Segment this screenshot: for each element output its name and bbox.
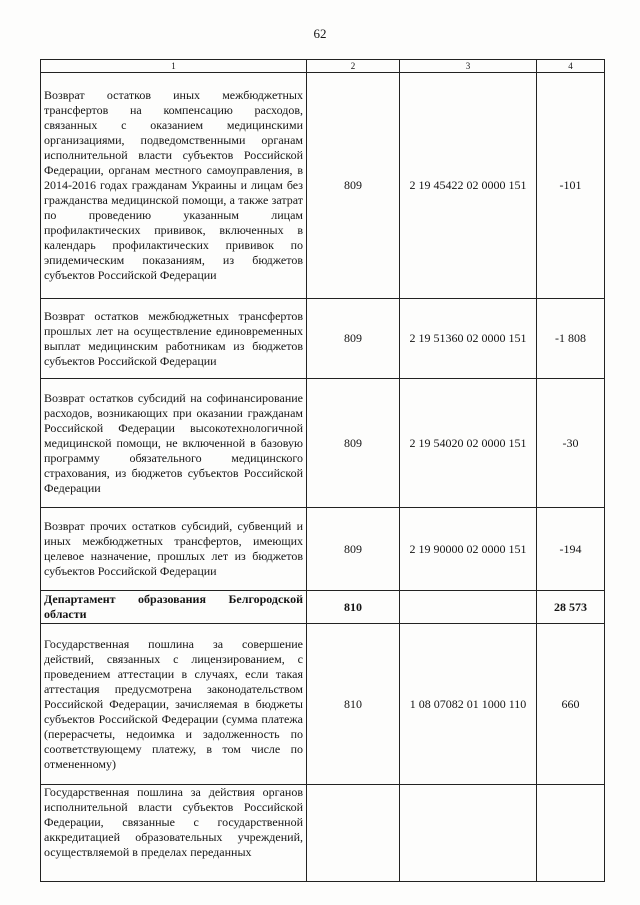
row-admin-code: 809	[307, 508, 400, 591]
column-header-4: 4	[537, 60, 605, 73]
row-description: Возврат остатков межбюджетных трансфертов прошлых лет на осуществление единовременных выплат медицинским работникам из бюджетов субъектов Российской Федерации	[41, 299, 307, 379]
budget-revenue-table	[40, 59, 605, 882]
row-amount: 660	[537, 624, 605, 785]
row-budget-code: 2 19 45422 02 0000 151	[400, 73, 537, 299]
table-row	[41, 785, 605, 882]
row-description: Возврат прочих остатков субсидий, субвенций и иных межбюджетных трансфертов, имеющих целевое назначение, прошлых лет из бюджетов субъектов Российской Федерации	[41, 508, 307, 591]
table-header-row	[41, 60, 605, 73]
row-budget-code	[400, 591, 537, 624]
row-description: Возврат остатков иных межбюджетных трансфертов на компенсацию расходов, связанных с оказанием медицинскими организациями, подведомственными органам исполнительной власти субъектов Российской Федерации, органам местного самоуправления, в 2014-2016 годах гражданам Украины и лицам без гражданства медицинской помощи, а также затрат по проведению указанным лицам профилактических прививок, включенных в календарь профилактических прививок по эпидемическим показаниям, из бюджетов субъектов Российской Федерации	[41, 73, 307, 299]
table-row-department	[41, 591, 605, 624]
table-row	[41, 379, 605, 508]
row-amount	[537, 785, 605, 882]
row-description: Департамент образования Белгородской области	[41, 591, 307, 624]
row-amount: -30	[537, 379, 605, 508]
row-budget-code: 2 19 51360 02 0000 151	[400, 299, 537, 379]
row-budget-code: 1 08 07082 01 1000 110	[400, 624, 537, 785]
row-admin-code	[307, 785, 400, 882]
row-budget-code: 2 19 54020 02 0000 151	[400, 379, 537, 508]
table-row	[41, 73, 605, 299]
column-header-1: 1	[41, 60, 307, 73]
column-header-2: 2	[307, 60, 400, 73]
row-admin-code: 810	[307, 624, 400, 785]
row-admin-code: 809	[307, 73, 400, 299]
row-description: Государственная пошлина за действия органов исполнительной власти субъектов Российской Федерации, связанные с государственной аккредитацией образовательных учреждений, осуществляемой в пределах переданных	[41, 785, 307, 882]
row-amount: -194	[537, 508, 605, 591]
row-admin-code: 810	[307, 591, 400, 624]
row-budget-code: 2 19 90000 02 0000 151	[400, 508, 537, 591]
row-amount: 28 573	[537, 591, 605, 624]
table-row	[41, 508, 605, 591]
row-amount: -1 808	[537, 299, 605, 379]
row-admin-code: 809	[307, 379, 400, 508]
row-admin-code: 809	[307, 299, 400, 379]
row-amount: -101	[537, 73, 605, 299]
row-budget-code	[400, 785, 537, 882]
column-header-3: 3	[400, 60, 537, 73]
row-description: Возврат остатков субсидий на софинансирование расходов, возникающих при оказании гражданам Российской Федерации высокотехнологичной медицинской помощи, не включенной в базовую программу обязательного медицинского страхования, из бюджетов субъектов Российской Федерации	[41, 379, 307, 508]
table-row	[41, 299, 605, 379]
page-number: 62	[313, 26, 327, 41]
row-description: Государственная пошлина за совершение действий, связанных с лицензированием, с проведением аттестации в случаях, если такая аттестация предусмотрена законодательством Российской Федерации, зачисляемая в бюджеты субъектов Российской Федерации (сумма платежа (перерасчеты, недоимка и задолженность по соответствующему платежу, в том числе по отмененному)	[41, 624, 307, 785]
table-row	[41, 624, 605, 785]
